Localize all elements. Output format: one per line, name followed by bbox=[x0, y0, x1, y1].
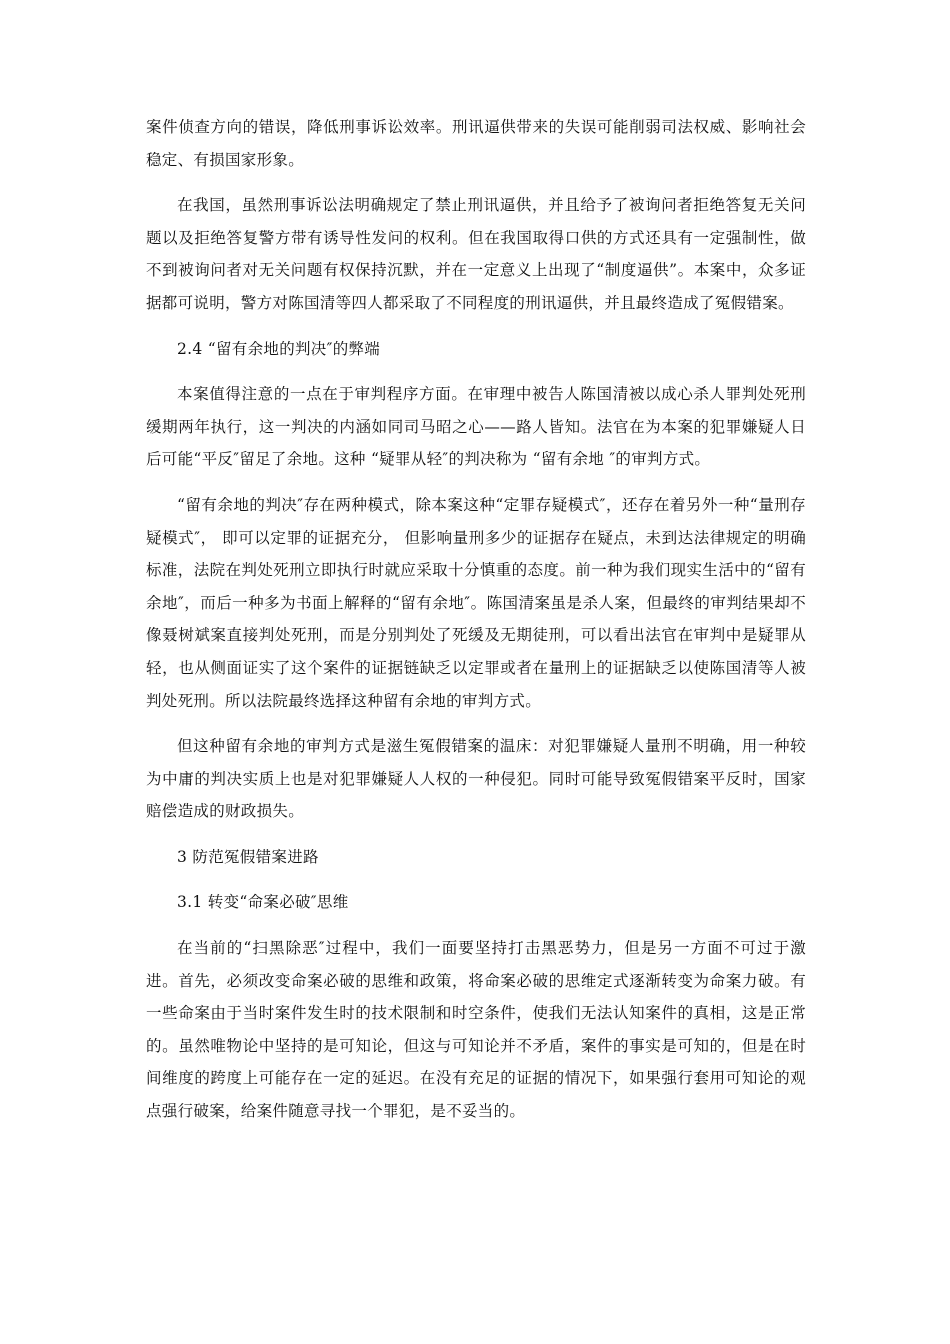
document-body bbox=[146, 111, 806, 1141]
section-heading-3: 3 防范冤假错案进路 bbox=[177, 847, 319, 866]
paragraph-change-thinking: 在当前的“扫黑除恶″过程中，我们一面要坚持打击黑恶势力，但是另一方面不可过于激进。首先，必须改变命案必破的思维和政策，将命案必破的思维定式逐渐转变为命案力破。有一些命案由于当时案件发生时的技术限制和时空条件，使我们无法认知案件的真相，这是正常的。虽然唯物论中坚持的是可知论，但这与可知论并不矛盾，案件的事实是可知的，但是在时间维度的跨度上可能存在一定的延迟。在没有充足的证据的情况下，如果强行套用可知论的观点强行破案，给案件随意寻找一个罪犯，是不妥当的。 bbox=[146, 939, 806, 1121]
paragraph-trial-procedure: 本案值得注意的一点在于审判程序方面。在审理中被告人陈国清被以成心杀人罪判处死刑缓期两年执行，这一判决的内涵如同司马昭之心——路人皆知。法官在为本案的犯罪嫌疑人日后可能“平反″留足了余地。这种 “疑罪从轻″的判决称为 “留有余地 ″的审判方式。 bbox=[146, 385, 806, 469]
paragraph-two-modes: “留有余地的判决″存在两种模式，除本案这种“定罪存疑模式″，还存在着另外一种“量刑存疑模式″， 即可以定罪的证据充分， 但影响量刑多少的证据存在疑点，未到达法律规定的明确标准，法院在判处死刑立即执行时就应采取十分慎重的态度。前一种为我们现实生活中的“留有余地″，而后一种多为书面上解释的“留有余地″。陈国清案虽是杀人案，但最终的审判结果却不像聂树斌案直接判处死刑，而是分别判处了死缓及无期徒刑，可以看出法官在审判中是疑罪从轻，也从侧面证实了这个案件的证据链缺乏以定罪或者在量刑上的证据缺乏以使陈国清等人被判处死刑。所以法院最终选择这种留有余地的审判方式。 bbox=[146, 495, 806, 710]
paragraph-investigation-errors: 案件侦查方向的错误，降低刑事诉讼效率。刑讯逼供带来的失误可能削弱司法权威、影响社会稳定、有损国家形象。 bbox=[146, 118, 806, 169]
paragraph-drawbacks: 但这种留有余地的审判方式是滋生冤假错案的温床：对犯罪嫌疑人量刑不明确，用一种较为中庸的判决实质上也是对犯罪嫌疑人人权的一种侵犯。同时可能导致冤假错案平反时，国家赔偿造成的财政损失。 bbox=[146, 737, 806, 821]
paragraph-forced-confession: 在我国，虽然刑事诉讼法明确规定了禁止刑讯逼供，并且给予了被询问者拒绝答复无关问题以及拒绝答复警方带有诱导性发问的权利。但在我国取得口供的方式还具有一定强制性，做不到被询问者对无关问题有权保持沉默，并在一定意义上出现了“制度逼供”。本案中，众多证据都可说明，警方对陈国清等四人都采取了不同程度的刑讯逼供，并且最终造成了冤假错案。 bbox=[146, 196, 806, 312]
section-heading-3-1: 3.1 转变“命案必破″思维 bbox=[177, 893, 349, 912]
section-heading-2-4: 2.4 “留有余地的判决″的弊端 bbox=[177, 339, 381, 358]
